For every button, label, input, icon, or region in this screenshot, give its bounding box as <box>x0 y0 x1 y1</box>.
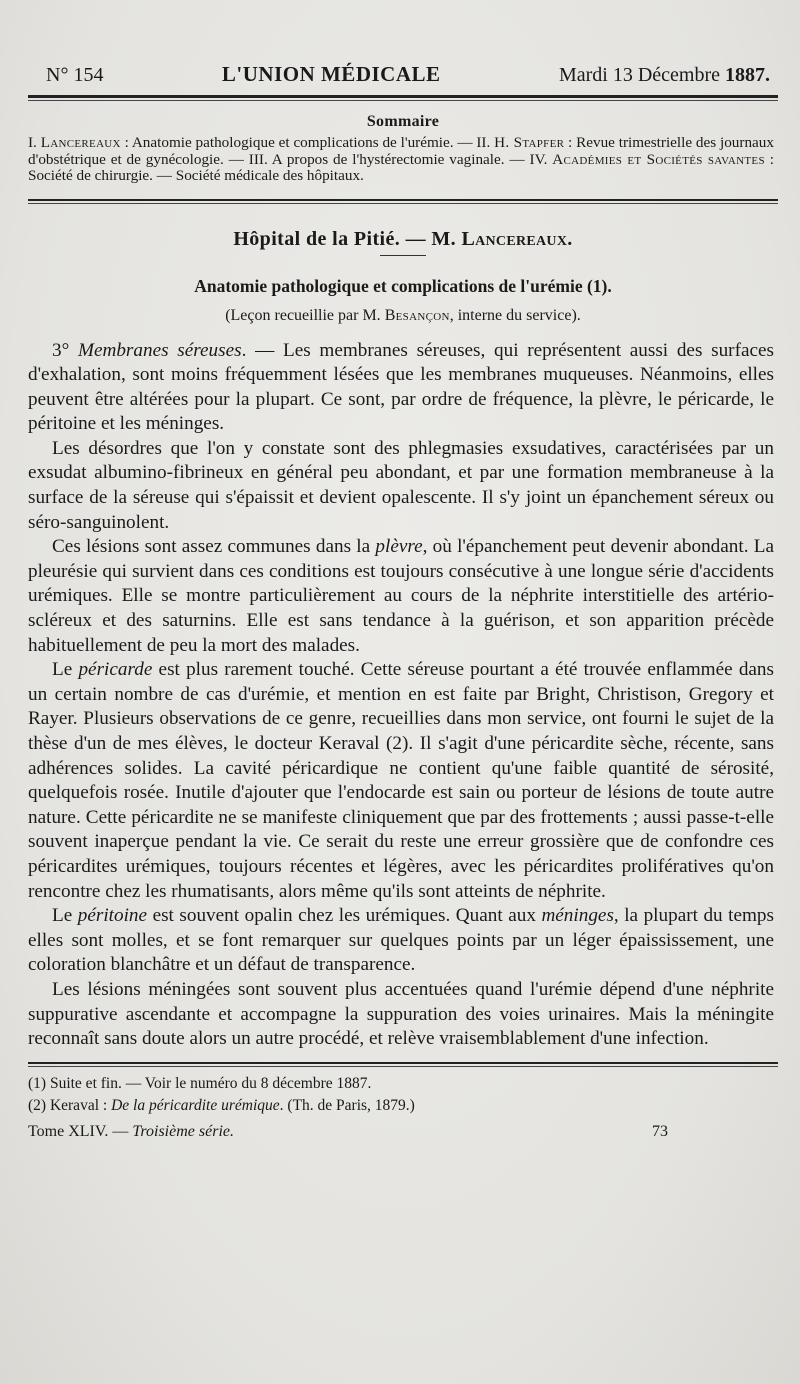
paragraph: Les lésions méningées sont souvent plus accentuées quand l'urémie dépend d'une néphrite suppurative ascendante et accompagne la suppuration des voies urinaires. Mais la méningite reconnaît sans doute alors un autre procédé, et relève vraisemblablement d'une infection. <box>28 978 774 1050</box>
article-body <box>28 339 778 1052</box>
hospital-heading: Hôpital de la Pitié. — M. Lancereaux. <box>233 227 573 250</box>
footnote-rule <box>28 1062 778 1064</box>
paragraph: 3° Membranes séreuses. — Les membranes séreuses, qui représentent aussi des surfaces d'exhalation, sont moins fréquemment lésées que les membranes muqueuses. Néanmoins, elles peuvent être altérées pour la plupart. Ce sont, par ordre de fréquence, la plèvre, le péricarde, le péritoine et les méninges. <box>28 339 774 435</box>
paragraph: Les désordres que l'on y constate sont des phlegmasies exsudatives, caractérisées par un exsudat albumino-fibrineux en général peu abondant, et par une formation membraneuse à la surface de la séreuse qui s'épaissit et devient opalescente. Il s'y joint un épanchement séreux ou séro-sanguinolent. <box>28 437 774 533</box>
heading-divider <box>380 255 426 256</box>
article-note: (Leçon recueillie par M. Besançon, interne du service). <box>225 306 581 324</box>
footnote-1: (1) Suite et fin. — Voir le numéro du 8 décembre 1887. <box>28 1074 372 1092</box>
issue-date: Mardi 13 Décembre 1887. <box>558 64 770 86</box>
header-rule-thin <box>28 100 778 101</box>
journal-title: L'UNION MÉDICALE <box>221 62 441 86</box>
paragraph: Le péricarde est plus rarement touché. Cette séreuse pourtant a été trouvée enflammée dans un certain nombre de cas d'urémie, et mention en est faite par Bright, Christison, Gregory et Rayer. Plusieurs observations de ce genre, recueillies dans mon service, ont fourni le sujet de la thèse d'un de mes élèves, le docteur Keraval (2). Il s'agit d'une péricardite sèche, récente, sans adhérences solides. La cavité péricardique ne contient qu'une faible quantité de sérosité, quelquefois rosée. Inutile d'ajouter que l'endocarde est sain ou porteur de lésions de toute autre nature. Cette péricardite ne se manifeste cliniquement que par des frottements ; aussi passe-t-elle souvent inaperçue pendant la vie. Ce serait du reste une erreur grossière que de confondre ces péricardites urémiques, toujours récentes et légères, avec les péricardites prolifératives qu'on rencontre chez les rhumatisants, alors même qu'ils sont atteints de néphrite. <box>28 659 774 902</box>
issue-number: N° 154 <box>46 64 104 86</box>
page-header <box>28 0 778 87</box>
page-footer <box>28 1123 778 1141</box>
article-title: Anatomie pathologique et complications de l'urémie (1). <box>194 275 612 296</box>
volume-label: Tome XLIV. — Troisième série. <box>28 1122 234 1140</box>
summary-text: I. Lancereaux : Anatomie pathologique et complications de l'urémie. — II. H. Stapfer : Revue trimestrielle des journaux d'obstétrique et de gynécologie. — III. A propos de l'hystérectomie vaginale. — IV. Académies et Sociétés savantes : Société de chirurgie. — Société médicale des hôpitaux. <box>28 134 774 184</box>
page-number: 73 <box>652 1122 668 1140</box>
footnote-rule-thin <box>28 1066 778 1067</box>
section-rule <box>28 199 778 201</box>
header-rule <box>28 95 778 98</box>
paragraph: Ces lésions sont assez communes dans la plèvre, où l'épanchement peut devenir abondant. La pleurésie qui survient dans ces conditions est toujours consécutive à une longue série d'accidents urémiques. Elle se montre particulièrement au cours de la néphrite interstitielle des artério-scléreux et des saturnins. Elle est sans tendance à la guérison, et son apparition précède habituellement de peu la mort des malades. <box>28 536 774 656</box>
footnote-2: (2) Keraval : De la péricardite urémique. (Th. de Paris, 1879.) <box>28 1096 415 1114</box>
section-rule-thin <box>28 203 778 204</box>
footnotes <box>28 1073 778 1117</box>
summary-title: Sommaire <box>366 113 440 130</box>
paragraph: Le péritoine est souvent opalin chez les urémiques. Quant aux méninges, la plupart du temps elles sont molles, et se font remarquer sur quelques points par un léger épaississement, une coloration blanchâtre et un défaut de transparence. <box>28 905 774 976</box>
